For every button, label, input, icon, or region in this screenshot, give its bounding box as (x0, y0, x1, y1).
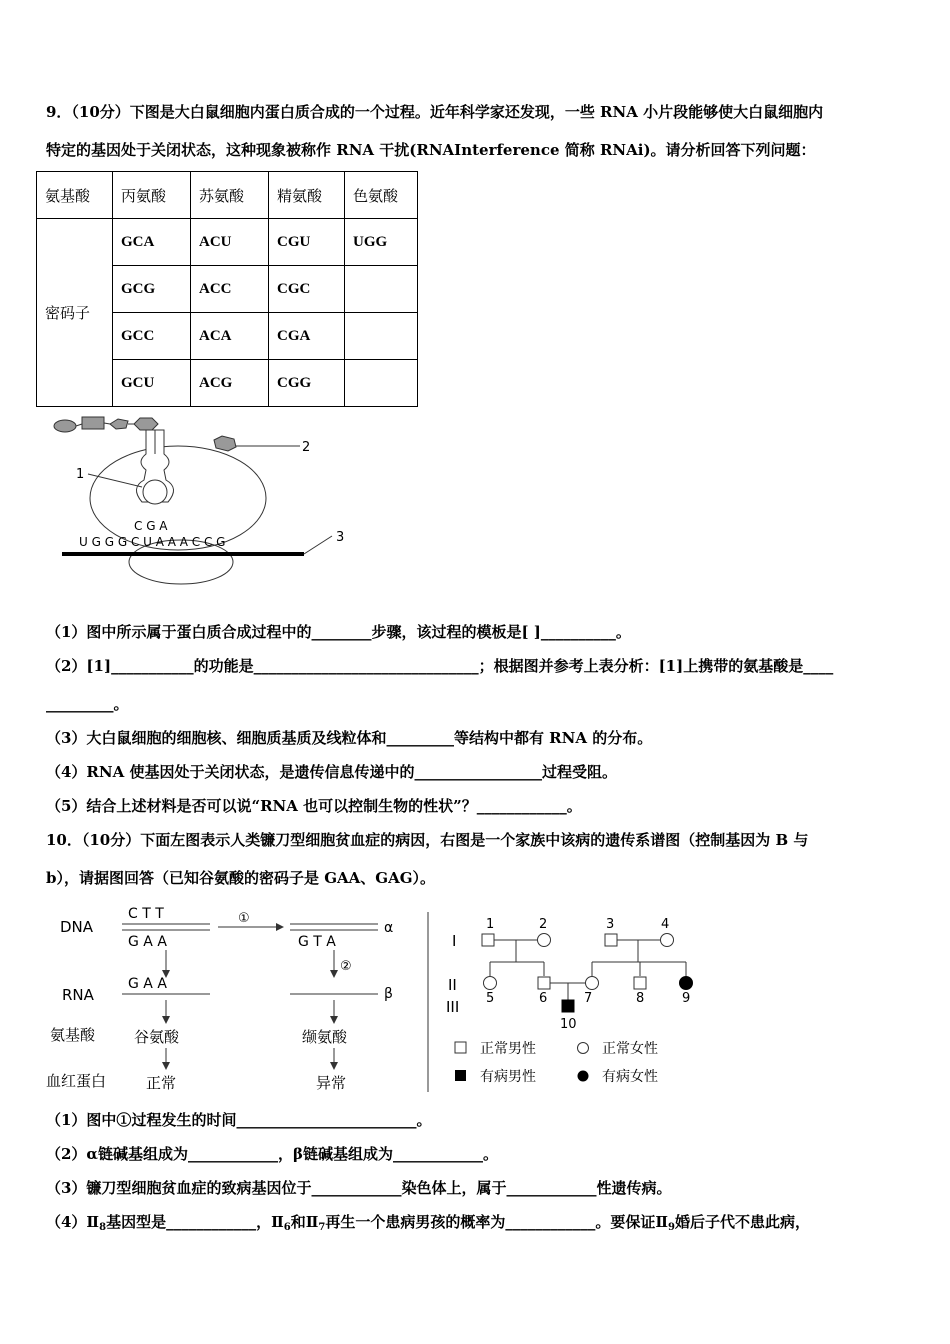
beta-label: β (384, 986, 393, 1002)
step-2-label: ② (340, 959, 352, 974)
q10-q4-part: 婚后子代不患此病， (674, 1213, 810, 1231)
generation-label-ii: II (448, 976, 457, 994)
table-cell: CGC (269, 266, 345, 313)
table-cell: ACA (191, 313, 269, 360)
individual-ii8 (634, 977, 646, 989)
legend-affected-male-icon (455, 1070, 466, 1081)
table-cell: GCG (113, 266, 191, 313)
legend-affected-female-icon (578, 1071, 589, 1082)
amino-acid-shape (134, 418, 158, 430)
table-cell: ACC (191, 266, 269, 313)
hemoglobin-normal-text: 正常 (146, 1074, 177, 1092)
pedigree-number: 6 (539, 991, 548, 1006)
generation-label-iii: III (446, 998, 460, 1016)
table-cell (345, 266, 418, 313)
amino-acid-shape (54, 420, 76, 432)
amino-acid-shape (82, 417, 104, 429)
amino-acid-shape (110, 419, 128, 429)
q9-question-1: （1）图中所示属于蛋白质合成过程中的________步骤，该过程的模板是[ ]__________。 (46, 623, 631, 641)
rna-strand-text: G A A (128, 976, 167, 992)
mrna-sequence-text: U G G G C U A A A C C G (79, 535, 226, 549)
individual-iii10 (562, 1000, 574, 1012)
dna-top-strand-text: C T T (128, 906, 164, 922)
table-header-cell: 氨基酸 (37, 172, 113, 219)
legend-affected-female: 有病女性 (602, 1069, 658, 1085)
q10-question-1: （1）图中①过程发生的时间________________________。 (46, 1111, 432, 1129)
q9-intro-line2: 特定的基因处于关闭状态，这种现象被称作 RNA 干扰(RNAInterference 简称 RNAi)。请分析回答下列问题： (46, 141, 816, 159)
individual-ii5 (484, 977, 497, 990)
q10-q4-part: 基因型是____________，Ⅱ (106, 1213, 284, 1231)
q10-q4-part: （4）Ⅱ (46, 1213, 100, 1231)
label-3: 3 (336, 530, 345, 545)
q10-q4-sub: 7 (318, 1222, 326, 1233)
q9-question-2-cont: _________。 (46, 695, 129, 713)
sickle-cell-figure (46, 900, 706, 1096)
table-header-cell: 精氨酸 (269, 172, 345, 219)
table-cell: CGG (269, 360, 345, 407)
table-header-cell: 色氨酸 (345, 172, 418, 219)
pedigree-number: 1 (486, 917, 495, 932)
translation-diagram (48, 412, 368, 592)
individual-i2 (538, 934, 551, 947)
table-cell: GCC (113, 313, 191, 360)
amino-acid-normal-text: 谷氨酸 (134, 1028, 180, 1046)
table-cell: ACG (191, 360, 269, 407)
label-2: 2 (302, 440, 311, 455)
q9-question-5: （5）结合上述材料是否可以说“RNA 也可以控制生物的性状”？____________。 (46, 797, 582, 815)
q10-q4-sub: 6 (283, 1222, 291, 1233)
mutant-bottom-strand-text: G T A (298, 934, 336, 950)
legend-normal-male-icon (455, 1042, 466, 1053)
hemoglobin-abnormal-text: 异常 (316, 1074, 347, 1092)
table-header-cell: 苏氨酸 (191, 172, 269, 219)
table-header-row (37, 172, 418, 219)
q10-q4-part: 和Ⅱ (290, 1213, 319, 1231)
q10-intro-line2: b），请据图回答（已知谷氨酸的密码子是 GAA、GAG）。 (46, 869, 436, 887)
pedigree-number: 8 (636, 991, 645, 1006)
legend-normal-female: 正常女性 (602, 1041, 658, 1057)
q9-intro-line1: 9．（10分）下图是大白鼠细胞内蛋白质合成的一个过程。近年科学家还发现，一些 RNA 小片段能够使大白鼠细胞内 (46, 103, 824, 121)
q10-intro-line1: 10．（10分）下面左图表示人类镰刀型细胞贫血症的病因，右图是一个家族中该病的遗传系谱图（控制基因为 B 与 (46, 831, 809, 849)
dna-bottom-strand-text: G A A (128, 934, 167, 950)
legend-affected-male: 有病男性 (480, 1069, 536, 1085)
pedigree-number: 3 (606, 917, 615, 932)
table-cell (345, 313, 418, 360)
table-row-label: 密码子 (37, 219, 113, 407)
q10-question-4 (46, 1212, 810, 1238)
table-row (37, 219, 418, 266)
step-1-label: ① (238, 911, 250, 926)
pedigree-number: 5 (486, 991, 495, 1006)
free-amino-acid-shape (214, 436, 236, 451)
individual-ii7 (586, 977, 599, 990)
alpha-label: α (384, 920, 394, 936)
pedigree-number: 7 (584, 991, 593, 1006)
table-cell: GCU (113, 360, 191, 407)
row-label-amino-acid: 氨基酸 (50, 1026, 96, 1044)
individual-i4 (661, 934, 674, 947)
q10-q4-sub: 8 (99, 1222, 107, 1233)
q10-question-2: （2）α链碱基组成为____________，β链碱基组成为____________。 (46, 1145, 498, 1163)
q9-question-4: （4）RNA 使基因处于关闭状态，是遗传信息传递中的_________________过程受阻。 (46, 763, 617, 781)
q10-question-3: （3）镰刀型细胞贫血症的致病基因位于____________染色体上，属于____________性遗传病。 (46, 1179, 672, 1197)
row-label-dna: DNA (60, 918, 94, 936)
row-label-rna: RNA (62, 986, 94, 1004)
individual-ii6 (538, 977, 550, 989)
table-cell: GCA (113, 219, 191, 266)
pedigree-number: 9 (682, 991, 691, 1006)
pedigree-number: 4 (661, 917, 670, 932)
anticodon-text: C G A (134, 519, 168, 533)
codon-table (36, 171, 418, 407)
q10-q4-part: 再生一个患病男孩的概率为____________。要保证Ⅱ (325, 1213, 668, 1231)
table-cell: UGG (345, 219, 418, 266)
legend-normal-female-icon (578, 1043, 589, 1054)
label-1: 1 (76, 467, 85, 482)
individual-i3 (605, 934, 617, 946)
amino-acid-mutant-text: 缬氨酸 (302, 1028, 348, 1046)
q10-q4-sub: 9 (667, 1222, 675, 1233)
table-cell: ACU (191, 219, 269, 266)
generation-label-i: I (452, 932, 457, 950)
row-label-hemoglobin: 血红蛋白 (46, 1072, 107, 1090)
table-cell: CGU (269, 219, 345, 266)
pedigree-number: 10 (560, 1017, 577, 1032)
q9-question-3: （3）大白鼠细胞的细胞核、细胞质基质及线粒体和_________等结构中都有 RNA 的分布。 (46, 729, 653, 747)
table-cell: CGA (269, 313, 345, 360)
legend-normal-male: 正常男性 (480, 1041, 536, 1057)
individual-i1 (482, 934, 494, 946)
q9-question-2: （2）[1]___________的功能是______________________________；根据图并参考上表分析：[1]上携带的氨基酸是____ (46, 657, 834, 675)
pedigree-chart (446, 917, 693, 1085)
table-header-cell: 丙氨酸 (113, 172, 191, 219)
pedigree-number: 2 (539, 917, 548, 932)
individual-ii9 (680, 977, 693, 990)
table-cell (345, 360, 418, 407)
